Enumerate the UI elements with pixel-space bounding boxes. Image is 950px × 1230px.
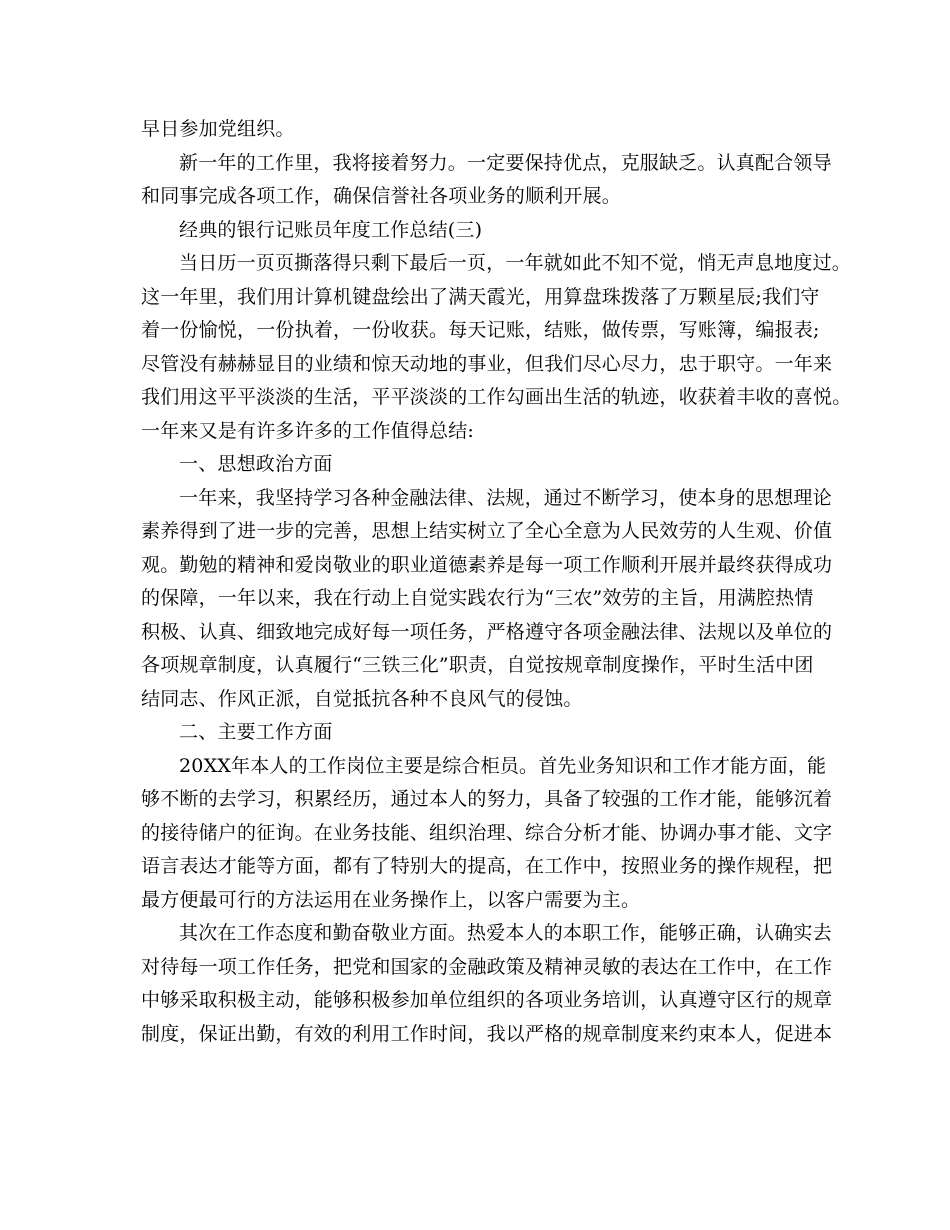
text-line: 一年来，我坚持学习各种金融法律、法规，通过不断学习，使本身的思想理论 bbox=[179, 486, 832, 509]
text-line: 的接待储户的征询。在业务技能、组织治理、综合分析才能、协调办事才能、文字 bbox=[141, 821, 833, 844]
text-line: 我们用这平平淡淡的生活，平平淡淡的工作勾画出生活的轨迹，收获着丰收的喜悦。 bbox=[141, 386, 852, 408]
text-line: 中够采取积极主动，能够积极参加单位组织的各项业务培训，认真遵守区行的规章 bbox=[141, 989, 833, 1011]
text-line: 新一年的工作里，我将接着努力。一定要保持优点，克服缺乏。认真配合领导 bbox=[179, 151, 832, 174]
text-line: 制度，保证出勤，有效的利用工作时间，我以严格的规章制度来约束本人，促进本 bbox=[141, 1022, 833, 1045]
text-line: 尽管没有赫赫显目的业绩和惊天动地的事业，但我们尽心尽力，忠于职守。一年来 bbox=[141, 352, 833, 375]
text-line: 积极、认真、细致地完成好每一项任务，严格遵守各项金融法律、法规以及单位的 bbox=[141, 620, 833, 643]
text-line: 一年来又是有许多许多的工作值得总结: bbox=[141, 419, 475, 442]
text-line: 20XX年本人的工作岗位主要是综合柜员。首先业务知识和工作才能方面，能 bbox=[179, 754, 827, 777]
text-line: 对待每一项工作任务，把党和国家的金融政策及精神灵敏的表达在工作中，在工作 bbox=[141, 955, 833, 978]
text-line: 够不断的去学习，积累经历，通过本人的努力，具备了较强的工作才能，能够沉着 bbox=[141, 788, 833, 810]
text-line: 着一份愉悦，一份执着，一份收获。每天记账，结账，做传票，写账簿，编报表; bbox=[141, 319, 820, 341]
text-line: 观。勤勉的精神和爱岗敬业的职业道德素养是每一项工作顺利开展并最终获得成功 bbox=[141, 553, 833, 576]
section-title: 经典的银行记账员年度工作总结(三) bbox=[179, 218, 483, 241]
section-heading: 二、主要工作方面 bbox=[179, 721, 333, 743]
text-line: 和同事完成各项工作，确保信誉社各项业务的顺利开展。 bbox=[141, 185, 622, 207]
text-line: 的保障，一年以来，我在行动上自觉实践农行为“三农”效劳的主旨，用满腔热情 bbox=[141, 587, 814, 609]
text-line: 结同志、作风正派，自觉抵抗各种不良风气的侵蚀。 bbox=[141, 687, 583, 710]
text-line: 当日历一页页撕落得只剩下最后一页，一年就如此不知不觉，悄无声息地度过。 bbox=[179, 252, 852, 274]
text-line: 各项规章制度，认真履行“三铁三化”职责，自觉按规章制度操作，平时生活中团 bbox=[141, 654, 814, 676]
text-line: 其次在工作态度和勤奋敬业方面。热爱本人的本职工作，能够正确，认确实去 bbox=[179, 922, 832, 944]
text-line: 语言表达才能等方面，都有了特别大的提高，在工作中，按照业务的操作规程，把 bbox=[141, 855, 833, 877]
text-line: 最方便最可行的方法运用在业务操作上，以客户需要为主。 bbox=[141, 888, 641, 911]
section-heading: 一、思想政治方面 bbox=[179, 453, 333, 475]
text-line: 这一年里，我们用计算机键盘绘出了满天霞光，用算盘珠拨落了万颗星辰;我们守 bbox=[141, 285, 820, 308]
text-line: 早日参加党组织。 bbox=[141, 118, 295, 140]
document-page bbox=[141, 113, 852, 1051]
text-line: 素养得到了进一步的完善，思想上结实树立了全心全意为人民效劳的人生观、价值 bbox=[141, 520, 833, 542]
